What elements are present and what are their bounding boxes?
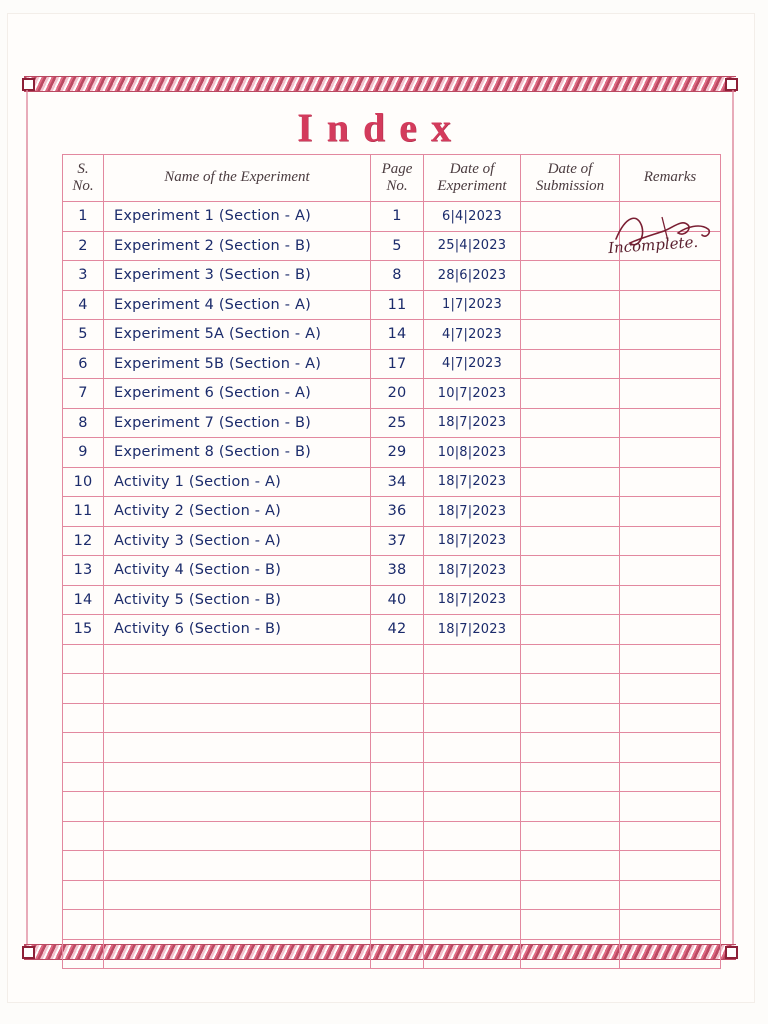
cell-serial-number-text: 5: [78, 326, 88, 343]
cell-experiment-name-text: Activity 3 (Section - A): [114, 532, 282, 549]
cell-date-of-submission: [521, 644, 620, 674]
cell-date-of-submission: [521, 349, 620, 379]
column-header-page-number: [371, 155, 424, 202]
cell-remarks: [620, 851, 721, 881]
cell-experiment-name: [104, 556, 371, 586]
cell-serial-number: [63, 379, 104, 409]
cell-experiment-name: [104, 644, 371, 674]
cell-remarks: [620, 821, 721, 851]
cell-serial-number-text: 15: [73, 621, 93, 638]
paper-sheet: [8, 14, 754, 1002]
cell-experiment-name: [104, 438, 371, 468]
cell-experiment-name: [104, 349, 371, 379]
cell-remarks: [620, 349, 721, 379]
cell-serial-number: [63, 644, 104, 674]
table-header-row: [63, 155, 721, 202]
table-row: [63, 733, 721, 763]
cell-serial-number-text: 8: [78, 414, 88, 431]
cell-experiment-name-text: Activity 4 (Section - B): [114, 562, 282, 579]
cell-experiment-name: [104, 851, 371, 881]
cell-experiment-name: [104, 290, 371, 320]
cell-date-of-experiment-text: 18|7|2023: [437, 503, 507, 519]
cell-page-number-text: 34: [387, 473, 407, 490]
table-row: [63, 821, 721, 851]
cell-remarks: [620, 733, 721, 763]
cell-serial-number-text: 3: [78, 267, 88, 284]
cell-page-number: [371, 349, 424, 379]
index-table-container: [62, 154, 714, 924]
table-row: [63, 202, 721, 232]
cell-experiment-name: [104, 880, 371, 910]
cell-remarks: [620, 467, 721, 497]
cell-page-number: [371, 703, 424, 733]
cell-serial-number: [63, 497, 104, 527]
cell-experiment-name-text: Activity 1 (Section - A): [114, 473, 282, 490]
cell-date-of-submission: [521, 379, 620, 409]
table-row: [63, 615, 721, 645]
cell-serial-number-text: 10: [73, 473, 93, 490]
column-header-serial-number: [63, 155, 104, 202]
decorative-border-top: [24, 76, 736, 92]
cell-experiment-name: [104, 792, 371, 822]
cell-page-number-text: 38: [387, 562, 407, 579]
cell-serial-number: [63, 674, 104, 704]
cell-date-of-submission: [521, 497, 620, 527]
cell-date-of-submission: [521, 910, 620, 940]
cell-page-number: [371, 910, 424, 940]
cell-remarks: [620, 792, 721, 822]
cell-serial-number: [63, 467, 104, 497]
cell-date-of-experiment: [424, 644, 521, 674]
cell-experiment-name-text: Experiment 8 (Section - B): [114, 444, 312, 461]
cell-date-of-experiment: [424, 290, 521, 320]
cell-date-of-submission: [521, 526, 620, 556]
cell-date-of-submission: [521, 733, 620, 763]
cell-remarks: [620, 526, 721, 556]
table-row: [63, 556, 721, 586]
cell-date-of-experiment: [424, 674, 521, 704]
page-edge-right: [732, 90, 734, 944]
cell-serial-number: [63, 733, 104, 763]
cell-remarks: [620, 379, 721, 409]
cell-experiment-name: [104, 703, 371, 733]
cell-date-of-experiment: [424, 438, 521, 468]
cell-page-number: [371, 290, 424, 320]
cell-page-number: [371, 497, 424, 527]
table-row: [63, 585, 721, 615]
cell-remarks: [620, 910, 721, 940]
column-header-date-of-submission: [521, 155, 620, 202]
cell-experiment-name: [104, 585, 371, 615]
table-row: [63, 939, 721, 969]
cell-page-number: [371, 585, 424, 615]
cell-page-number-text: 11: [387, 296, 407, 313]
cell-page-number: [371, 880, 424, 910]
table-row: [63, 408, 721, 438]
cell-remarks: [620, 939, 721, 969]
cell-date-of-experiment: [424, 349, 521, 379]
cell-date-of-experiment: [424, 821, 521, 851]
cell-page-number-text: 20: [387, 385, 407, 402]
cell-date-of-experiment-text: 18|7|2023: [437, 474, 507, 490]
cell-experiment-name: [104, 320, 371, 350]
cell-experiment-name: [104, 674, 371, 704]
cell-serial-number-text: 7: [78, 385, 88, 402]
cell-remarks: [620, 644, 721, 674]
cell-date-of-experiment: [424, 497, 521, 527]
cell-page-number-text: 8: [392, 267, 402, 284]
table-row: [63, 880, 721, 910]
cell-date-of-experiment: [424, 615, 521, 645]
cell-date-of-submission: [521, 467, 620, 497]
table-row: [63, 644, 721, 674]
cell-date-of-submission: [521, 851, 620, 881]
cell-date-of-experiment: [424, 939, 521, 969]
cell-remarks: [620, 674, 721, 704]
cell-date-of-submission: [521, 231, 620, 261]
cell-remarks: [620, 320, 721, 350]
cell-page-number: [371, 851, 424, 881]
table-row: [63, 526, 721, 556]
cell-experiment-name: [104, 821, 371, 851]
date-sub-header-line-1: Date of: [547, 160, 593, 177]
cell-date-of-submission: [521, 615, 620, 645]
cell-experiment-name-text: Experiment 2 (Section - B): [114, 237, 312, 254]
cell-serial-number: [63, 792, 104, 822]
cell-date-of-experiment: [424, 467, 521, 497]
cell-experiment-name-text: Experiment 7 (Section - B): [114, 414, 312, 431]
corner-mark-bottom-right: [725, 946, 738, 959]
cell-serial-number: [63, 585, 104, 615]
table-row: [63, 290, 721, 320]
column-header-remarks: Remarks: [620, 155, 721, 202]
cell-serial-number: [63, 556, 104, 586]
cell-date-of-experiment-text: 25|4|2023: [437, 238, 507, 254]
cell-page-number: [371, 674, 424, 704]
cell-experiment-name: [104, 497, 371, 527]
cell-serial-number-text: 4: [78, 296, 88, 313]
cell-experiment-name: [104, 615, 371, 645]
cell-date-of-experiment: [424, 703, 521, 733]
table-row: [63, 792, 721, 822]
cell-serial-number: [63, 821, 104, 851]
serial-header-line-2: No.: [72, 178, 94, 194]
cell-date-of-experiment: [424, 910, 521, 940]
cell-page-number-text: 42: [387, 621, 407, 638]
table-row: [63, 467, 721, 497]
cell-serial-number: [63, 615, 104, 645]
cell-remarks: [620, 408, 721, 438]
cell-date-of-experiment-text: 28|6|2023: [437, 267, 507, 283]
cell-remarks: [620, 703, 721, 733]
table-row: [63, 261, 721, 291]
column-header-experiment-name: Name of the Experiment: [104, 155, 371, 202]
cell-experiment-name-text: Activity 5 (Section - B): [114, 591, 282, 608]
cell-remarks: [620, 290, 721, 320]
cell-date-of-experiment: [424, 585, 521, 615]
cell-date-of-experiment-text: 10|7|2023: [437, 385, 507, 401]
corner-mark-bottom-left: [22, 946, 35, 959]
cell-date-of-experiment: [424, 851, 521, 881]
cell-remarks: [620, 585, 721, 615]
cell-page-number: [371, 526, 424, 556]
cell-experiment-name: [104, 231, 371, 261]
cell-date-of-experiment: [424, 526, 521, 556]
table-row: [63, 674, 721, 704]
cell-date-of-experiment-text: 6|4|2023: [442, 208, 502, 224]
cell-date-of-submission: [521, 261, 620, 291]
date-sub-header-line-2: Submission: [535, 178, 605, 194]
cell-date-of-submission: [521, 585, 620, 615]
cell-experiment-name-text: Activity 6 (Section - B): [114, 621, 282, 638]
table-row: [63, 438, 721, 468]
cell-date-of-submission: [521, 703, 620, 733]
cell-remarks: [620, 615, 721, 645]
cell-experiment-name-text: Experiment 5A (Section - A): [114, 326, 322, 343]
cell-page-number: [371, 379, 424, 409]
cell-serial-number: [63, 526, 104, 556]
cell-page-number-text: 29: [387, 444, 407, 461]
cell-page-number: [371, 231, 424, 261]
cell-experiment-name-text: Experiment 3 (Section - B): [114, 267, 312, 284]
cell-date-of-submission: [521, 762, 620, 792]
table-row: [63, 703, 721, 733]
cell-date-of-submission: [521, 320, 620, 350]
cell-experiment-name: [104, 467, 371, 497]
cell-serial-number-text: 11: [73, 503, 93, 520]
cell-serial-number-text: 2: [78, 237, 88, 254]
cell-page-number: [371, 467, 424, 497]
cell-page-number: [371, 202, 424, 232]
cell-serial-number: [63, 261, 104, 291]
cell-serial-number: [63, 939, 104, 969]
page-header-line-2: No.: [386, 178, 408, 194]
cell-date-of-experiment-text: 18|7|2023: [437, 562, 507, 578]
cell-experiment-name: [104, 910, 371, 940]
cell-date-of-submission: [521, 290, 620, 320]
column-header-date-of-experiment: [424, 155, 521, 202]
cell-date-of-submission: [521, 880, 620, 910]
cell-page-number: [371, 261, 424, 291]
cell-date-of-experiment: [424, 733, 521, 763]
cell-experiment-name-text: Experiment 5B (Section - A): [114, 355, 322, 372]
cell-serial-number-text: 9: [78, 444, 88, 461]
cell-experiment-name: [104, 526, 371, 556]
cell-experiment-name: [104, 202, 371, 232]
cell-page-number-text: 40: [387, 591, 407, 608]
cell-date-of-submission: [521, 792, 620, 822]
cell-remarks: [620, 497, 721, 527]
table-row: [63, 320, 721, 350]
cell-page-number: [371, 615, 424, 645]
cell-date-of-submission: [521, 202, 620, 232]
cell-date-of-experiment-text: 4|7|2023: [442, 356, 502, 372]
table-row: [63, 349, 721, 379]
cell-remarks: [620, 762, 721, 792]
cell-remarks: [620, 438, 721, 468]
page-header-line-1: Page: [381, 160, 413, 177]
cell-serial-number-text: 12: [73, 532, 93, 549]
cell-experiment-name-text: Experiment 4 (Section - A): [114, 296, 311, 313]
cell-date-of-experiment-text: 18|7|2023: [437, 415, 507, 431]
cell-serial-number: [63, 408, 104, 438]
remark-note: Incomplete.: [607, 232, 699, 258]
cell-date-of-experiment: [424, 379, 521, 409]
cell-page-number: [371, 939, 424, 969]
cell-page-number-text: 25: [387, 414, 407, 431]
page-edge-left: [26, 90, 28, 944]
cell-date-of-experiment: [424, 880, 521, 910]
cell-date-of-experiment-text: 10|8|2023: [437, 444, 507, 460]
table-body: [63, 202, 721, 969]
cell-experiment-name: [104, 408, 371, 438]
cell-remarks: [620, 880, 721, 910]
cell-date-of-submission: [521, 821, 620, 851]
cell-date-of-experiment: [424, 231, 521, 261]
serial-header-line-1: S.: [77, 160, 89, 177]
cell-date-of-experiment: [424, 408, 521, 438]
table-row: [63, 851, 721, 881]
cell-serial-number: [63, 851, 104, 881]
cell-date-of-submission: [521, 556, 620, 586]
cell-date-of-submission: [521, 408, 620, 438]
cell-page-number-text: 36: [387, 503, 407, 520]
cell-page-number: [371, 644, 424, 674]
cell-date-of-experiment-text: 18|7|2023: [437, 533, 507, 549]
cell-serial-number: [63, 320, 104, 350]
cell-serial-number: [63, 438, 104, 468]
cell-serial-number-text: 6: [78, 355, 88, 372]
cell-experiment-name-text: Experiment 6 (Section - A): [114, 385, 311, 402]
cell-page-number: [371, 821, 424, 851]
cell-serial-number: [63, 349, 104, 379]
index-table: [62, 154, 721, 969]
cell-remarks: [620, 556, 721, 586]
cell-page-number-text: 37: [387, 532, 407, 549]
cell-serial-number-text: 14: [73, 591, 93, 608]
cell-serial-number-text: 1: [78, 208, 88, 225]
cell-date-of-submission: [521, 939, 620, 969]
date-exp-header-line-1: Date of: [449, 160, 495, 177]
cell-serial-number: [63, 703, 104, 733]
cell-date-of-experiment: [424, 556, 521, 586]
cell-experiment-name: [104, 733, 371, 763]
cell-page-number: [371, 733, 424, 763]
cell-page-number: [371, 408, 424, 438]
date-exp-header-line-2: Experiment: [437, 178, 507, 194]
table-row: [63, 762, 721, 792]
cell-experiment-name: [104, 762, 371, 792]
cell-experiment-name: [104, 379, 371, 409]
table-row: [63, 379, 721, 409]
cell-experiment-name-text: Experiment 1 (Section - A): [114, 208, 311, 225]
cell-date-of-experiment: [424, 320, 521, 350]
cell-serial-number: [63, 231, 104, 261]
corner-mark-top-left: [22, 78, 35, 91]
cell-page-number: [371, 556, 424, 586]
cell-serial-number: [63, 880, 104, 910]
cell-serial-number: [63, 762, 104, 792]
cell-page-number: [371, 762, 424, 792]
cell-remarks: [620, 202, 721, 232]
cell-serial-number: [63, 202, 104, 232]
page-title: Index: [297, 105, 465, 150]
cell-page-number: [371, 320, 424, 350]
cell-page-number: [371, 438, 424, 468]
cell-page-number-text: 1: [392, 208, 402, 225]
cell-page-number: [371, 792, 424, 822]
cell-date-of-experiment: [424, 792, 521, 822]
cell-date-of-submission: [521, 674, 620, 704]
cell-page-number-text: 14: [387, 326, 407, 343]
cell-serial-number: [63, 290, 104, 320]
cell-experiment-name-text: Activity 2 (Section - A): [114, 503, 282, 520]
cell-date-of-experiment-text: 18|7|2023: [437, 621, 507, 637]
cell-serial-number-text: 13: [73, 562, 93, 579]
table-row: [63, 497, 721, 527]
table-header: [63, 155, 721, 202]
cell-date-of-experiment: [424, 261, 521, 291]
cell-page-number-text: 17: [387, 355, 407, 372]
table-row: [63, 910, 721, 940]
cell-date-of-experiment: [424, 202, 521, 232]
cell-date-of-experiment-text: 4|7|2023: [442, 326, 502, 342]
cell-remarks: [620, 261, 721, 291]
cell-serial-number: [63, 910, 104, 940]
cell-date-of-submission: [521, 438, 620, 468]
cell-date-of-experiment-text: 1|7|2023: [442, 297, 502, 313]
cell-experiment-name: [104, 261, 371, 291]
cell-date-of-experiment-text: 18|7|2023: [437, 592, 507, 608]
cell-date-of-experiment: [424, 762, 521, 792]
cell-experiment-name: [104, 939, 371, 969]
cell-page-number-text: 5: [392, 237, 402, 254]
